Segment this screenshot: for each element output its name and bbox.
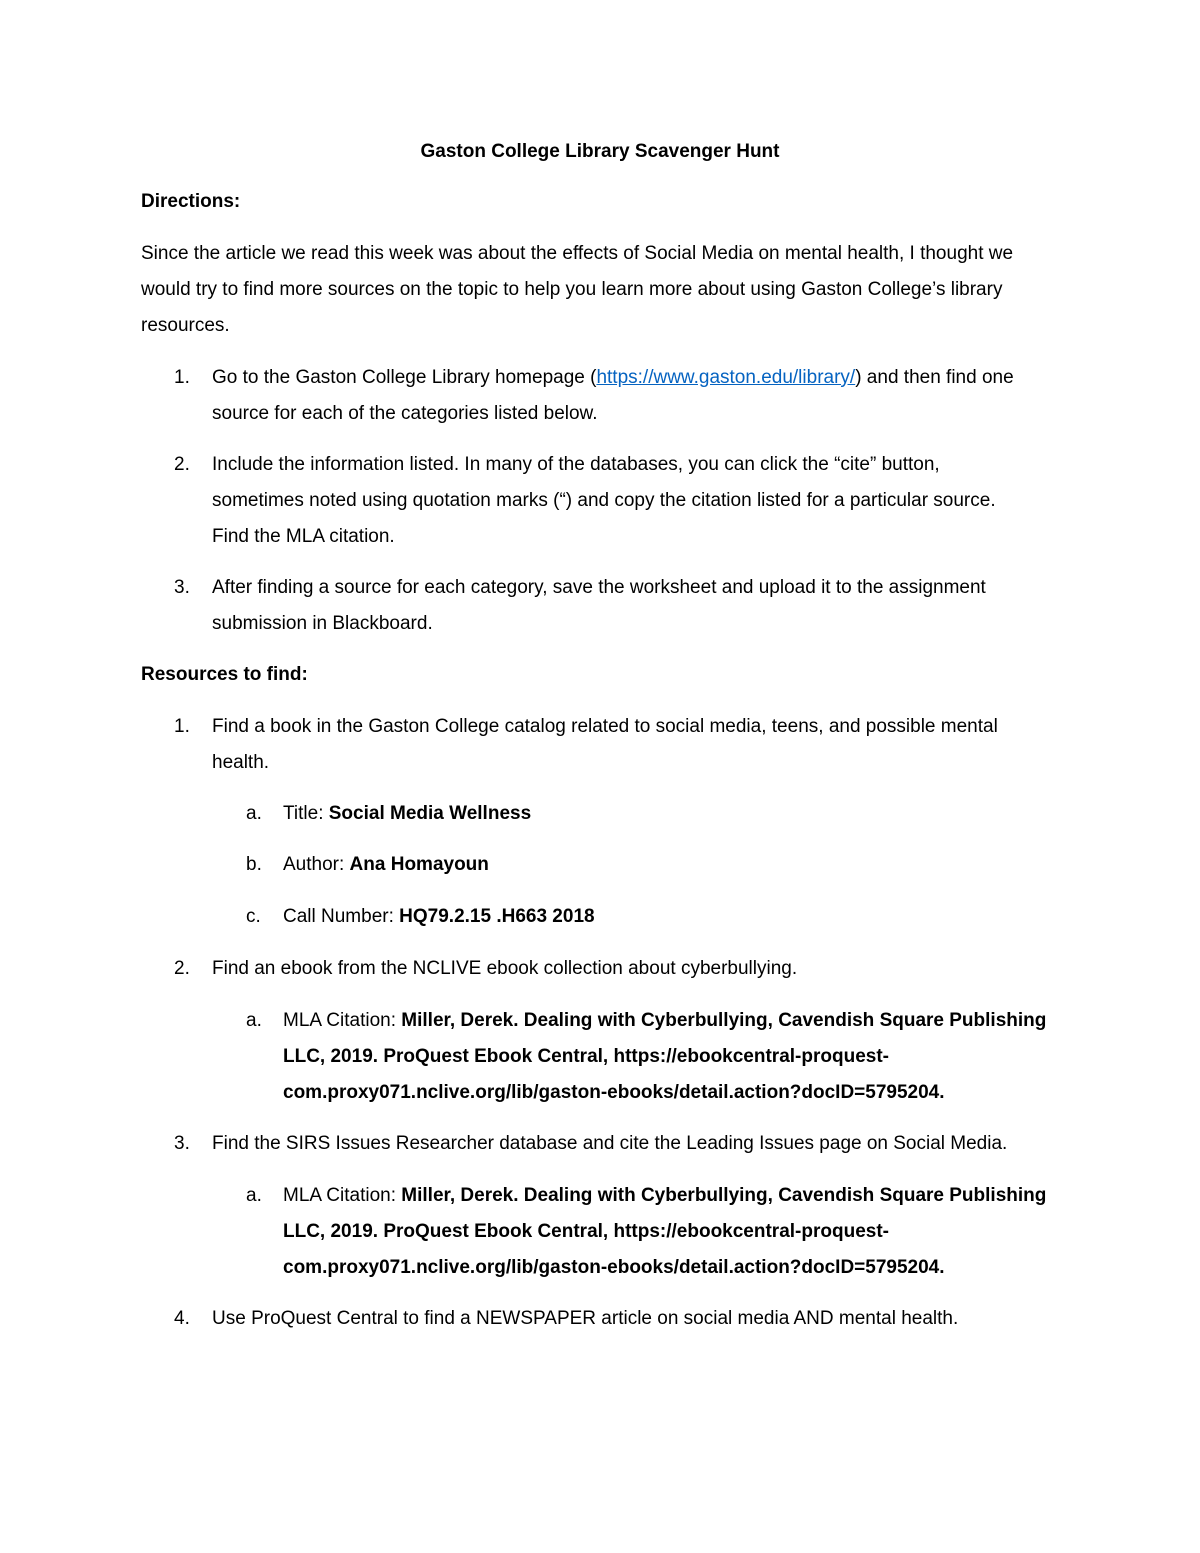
resource-1-number: 1.	[174, 716, 190, 737]
resource-1-line-1: Find a book in the Gaston College catalog related to social media, teens, and possible mental	[212, 716, 998, 737]
resource-3-number: 3.	[174, 1133, 190, 1154]
call-number-label: Call Number:	[283, 906, 400, 927]
resource-2a-line-3: com.proxy071.nclive.org/lib/gaston-ebooks/detail.action?docID=5795204.	[283, 1082, 945, 1103]
step-2-number: 2.	[174, 454, 190, 475]
call-number-value: HQ79.2.15 .H663 2018	[399, 906, 595, 927]
resources-heading: Resources to find:	[141, 664, 308, 685]
title-label: Title:	[283, 803, 329, 824]
step-3-line-2: submission in Blackboard.	[212, 613, 433, 634]
resource-2a-line-1	[283, 1009, 1046, 1033]
title-value: Social Media Wellness	[328, 803, 532, 824]
resource-3a-letter: a.	[246, 1185, 262, 1206]
resource-1c-line	[283, 905, 595, 929]
resource-2-number: 2.	[174, 958, 190, 979]
step-3-number: 3.	[174, 577, 190, 598]
resource-1a-letter: a.	[246, 803, 262, 824]
resource-1b-letter: b.	[246, 854, 262, 875]
resource-3a-line-3: com.proxy071.nclive.org/lib/gaston-ebooks/detail.action?docID=5795204.	[283, 1257, 945, 1278]
intro-line-2: would try to find more sources on the topic to help you learn more about using Gaston College’s library	[141, 279, 1003, 300]
library-homepage-link[interactable]: https://www.gaston.edu/library/	[596, 367, 856, 388]
author-value: Ana Homayoun	[349, 854, 489, 875]
directions-heading: Directions:	[141, 191, 241, 212]
step-1-text-before-link: Go to the Gaston College Library homepage (	[212, 367, 597, 388]
author-label: Author:	[283, 854, 350, 875]
resource-2-line: Find an ebook from the NCLIVE ebook collection about cyberbullying.	[212, 958, 798, 979]
step-1-line-2: source for each of the categories listed below.	[212, 403, 598, 424]
step-2-line-2: sometimes noted using quotation marks (“) and copy the citation listed for a particular source.	[212, 490, 996, 511]
resource-1c-letter: c.	[246, 906, 261, 927]
resource-3a-line-1	[283, 1184, 1046, 1208]
resource-4-number: 4.	[174, 1308, 190, 1329]
mla-citation-value-1: Miller, Derek. Dealing with Cyberbullying, Cavendish Square Publishing	[401, 1010, 1047, 1031]
step-1-text-after-link: ) and then find one	[855, 367, 1014, 388]
document-title: Gaston College Library Scavenger Hunt	[420, 141, 780, 162]
resource-2a-letter: a.	[246, 1010, 262, 1031]
step-1-line-1	[212, 366, 1014, 390]
intro-line-1: Since the article we read this week was about the effects of Social Media on mental health, I thought we	[141, 243, 1014, 264]
resource-1-line-2: health.	[212, 752, 270, 773]
resource-2a-line-2: LLC, 2019. ProQuest Ebook Central, https://ebookcentral-proquest-	[283, 1046, 889, 1067]
resource-1a-line	[283, 802, 531, 826]
step-2-line-3: Find the MLA citation.	[212, 526, 395, 547]
step-2-line-1: Include the information listed. In many of the databases, you can click the “cite” button,	[212, 454, 940, 475]
resource-1b-line	[283, 853, 489, 877]
step-3-line-1: After finding a source for each category, save the worksheet and upload it to the assignment	[212, 577, 986, 598]
resource-4-line: Use ProQuest Central to find a NEWSPAPER article on social media AND mental health.	[212, 1308, 959, 1329]
resource-3a-line-2: LLC, 2019. ProQuest Ebook Central, https://ebookcentral-proquest-	[283, 1221, 889, 1242]
mla-citation-label: MLA Citation:	[283, 1010, 402, 1031]
resource-3-line: Find the SIRS Issues Researcher database and cite the Leading Issues page on Social Media.	[212, 1133, 1008, 1154]
mla-citation-label: MLA Citation:	[283, 1185, 402, 1206]
intro-line-3: resources.	[141, 315, 230, 336]
step-1-number: 1.	[174, 367, 190, 388]
mla-citation-value-1: Miller, Derek. Dealing with Cyberbullying, Cavendish Square Publishing	[401, 1185, 1047, 1206]
